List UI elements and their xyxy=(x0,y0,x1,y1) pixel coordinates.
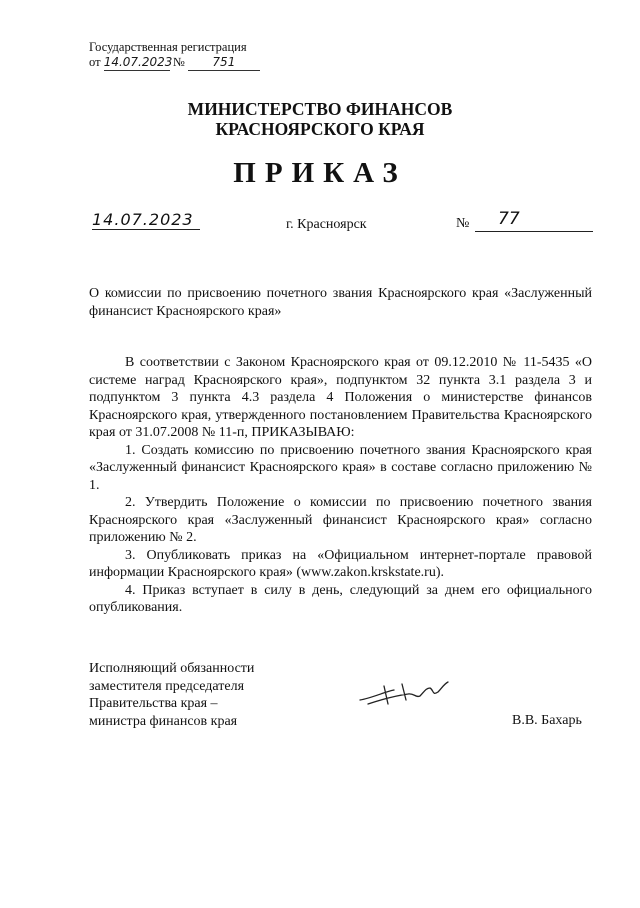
order-number: 77 xyxy=(498,209,520,229)
ministry-line-1: МИНИСТЕРСТВО ФИНАНСОВ xyxy=(187,99,453,119)
preamble-paragraph: В соответствии с Законом Красноярского края от 09.12.2010 № 11-5435 «О системе наград Красноярского края», подпунктом 32 пункта 3.1 раздела 3 и подпунктом 3 пункта 4.3 раздела 4 Положения о министерстве финансов Красноярского края, утвержденного постановлением Правительства Красноярского края от 31.07.2008 № 11-п, ПРИКАЗЫВАЮ: xyxy=(89,355,592,440)
position-line: Правительства края – xyxy=(89,696,218,711)
clause-3: 3. Опубликовать приказ на «Официальном интернет-портале правовой информации Красноярского края» (www.zakon.krskstate.ru). xyxy=(89,547,592,580)
registration-stamp xyxy=(89,40,260,71)
registration-from-label: от xyxy=(89,55,101,69)
order-number-underline xyxy=(475,231,593,232)
position-line: Исполняющий обязанности xyxy=(89,661,255,676)
registration-number: 751 xyxy=(188,55,260,71)
document-type-title: ПРИКАЗ xyxy=(233,157,407,189)
clause-1: 1. Создать комиссию по присвоению почетного звания Красноярского края «Заслуженный финансист Красноярского края» в составе согласно приложению № 1. xyxy=(89,442,592,493)
signatory-position xyxy=(89,660,254,730)
ministry-line-2: КРАСНОЯРСКОГО КРАЯ xyxy=(215,119,425,139)
clause-2: 2. Утвердить Положение о комиссии по присвоению почетного звания Красноярского края «Заслуженный финансист Красноярского края» согласно приложению № 2. xyxy=(89,495,592,545)
signatory-name: В.В. Бахарь xyxy=(512,713,582,728)
registration-number-label: № xyxy=(172,55,185,69)
registration-date: 14.07.2023 xyxy=(103,55,173,69)
position-line: заместителя председателя xyxy=(89,678,245,694)
order-subject: О комиссии по присвоению почетного звания Красноярского края «Заслуженный финансист Красноярского края» xyxy=(89,286,592,319)
order-city: г. Красноярск xyxy=(286,217,367,232)
order-date: 14.07.2023 xyxy=(92,210,200,230)
position-line: министра финансов края xyxy=(89,713,238,729)
order-body xyxy=(89,354,592,617)
handwritten-signature xyxy=(354,678,454,714)
order-number-label: № xyxy=(456,216,470,231)
clause-4: 4. Приказ вступает в силу в день, следующий за днем его официального опубликования. xyxy=(89,582,592,615)
registration-line xyxy=(89,55,260,71)
registration-title: Государственная регистрация xyxy=(89,40,247,54)
ministry-name xyxy=(0,99,640,139)
